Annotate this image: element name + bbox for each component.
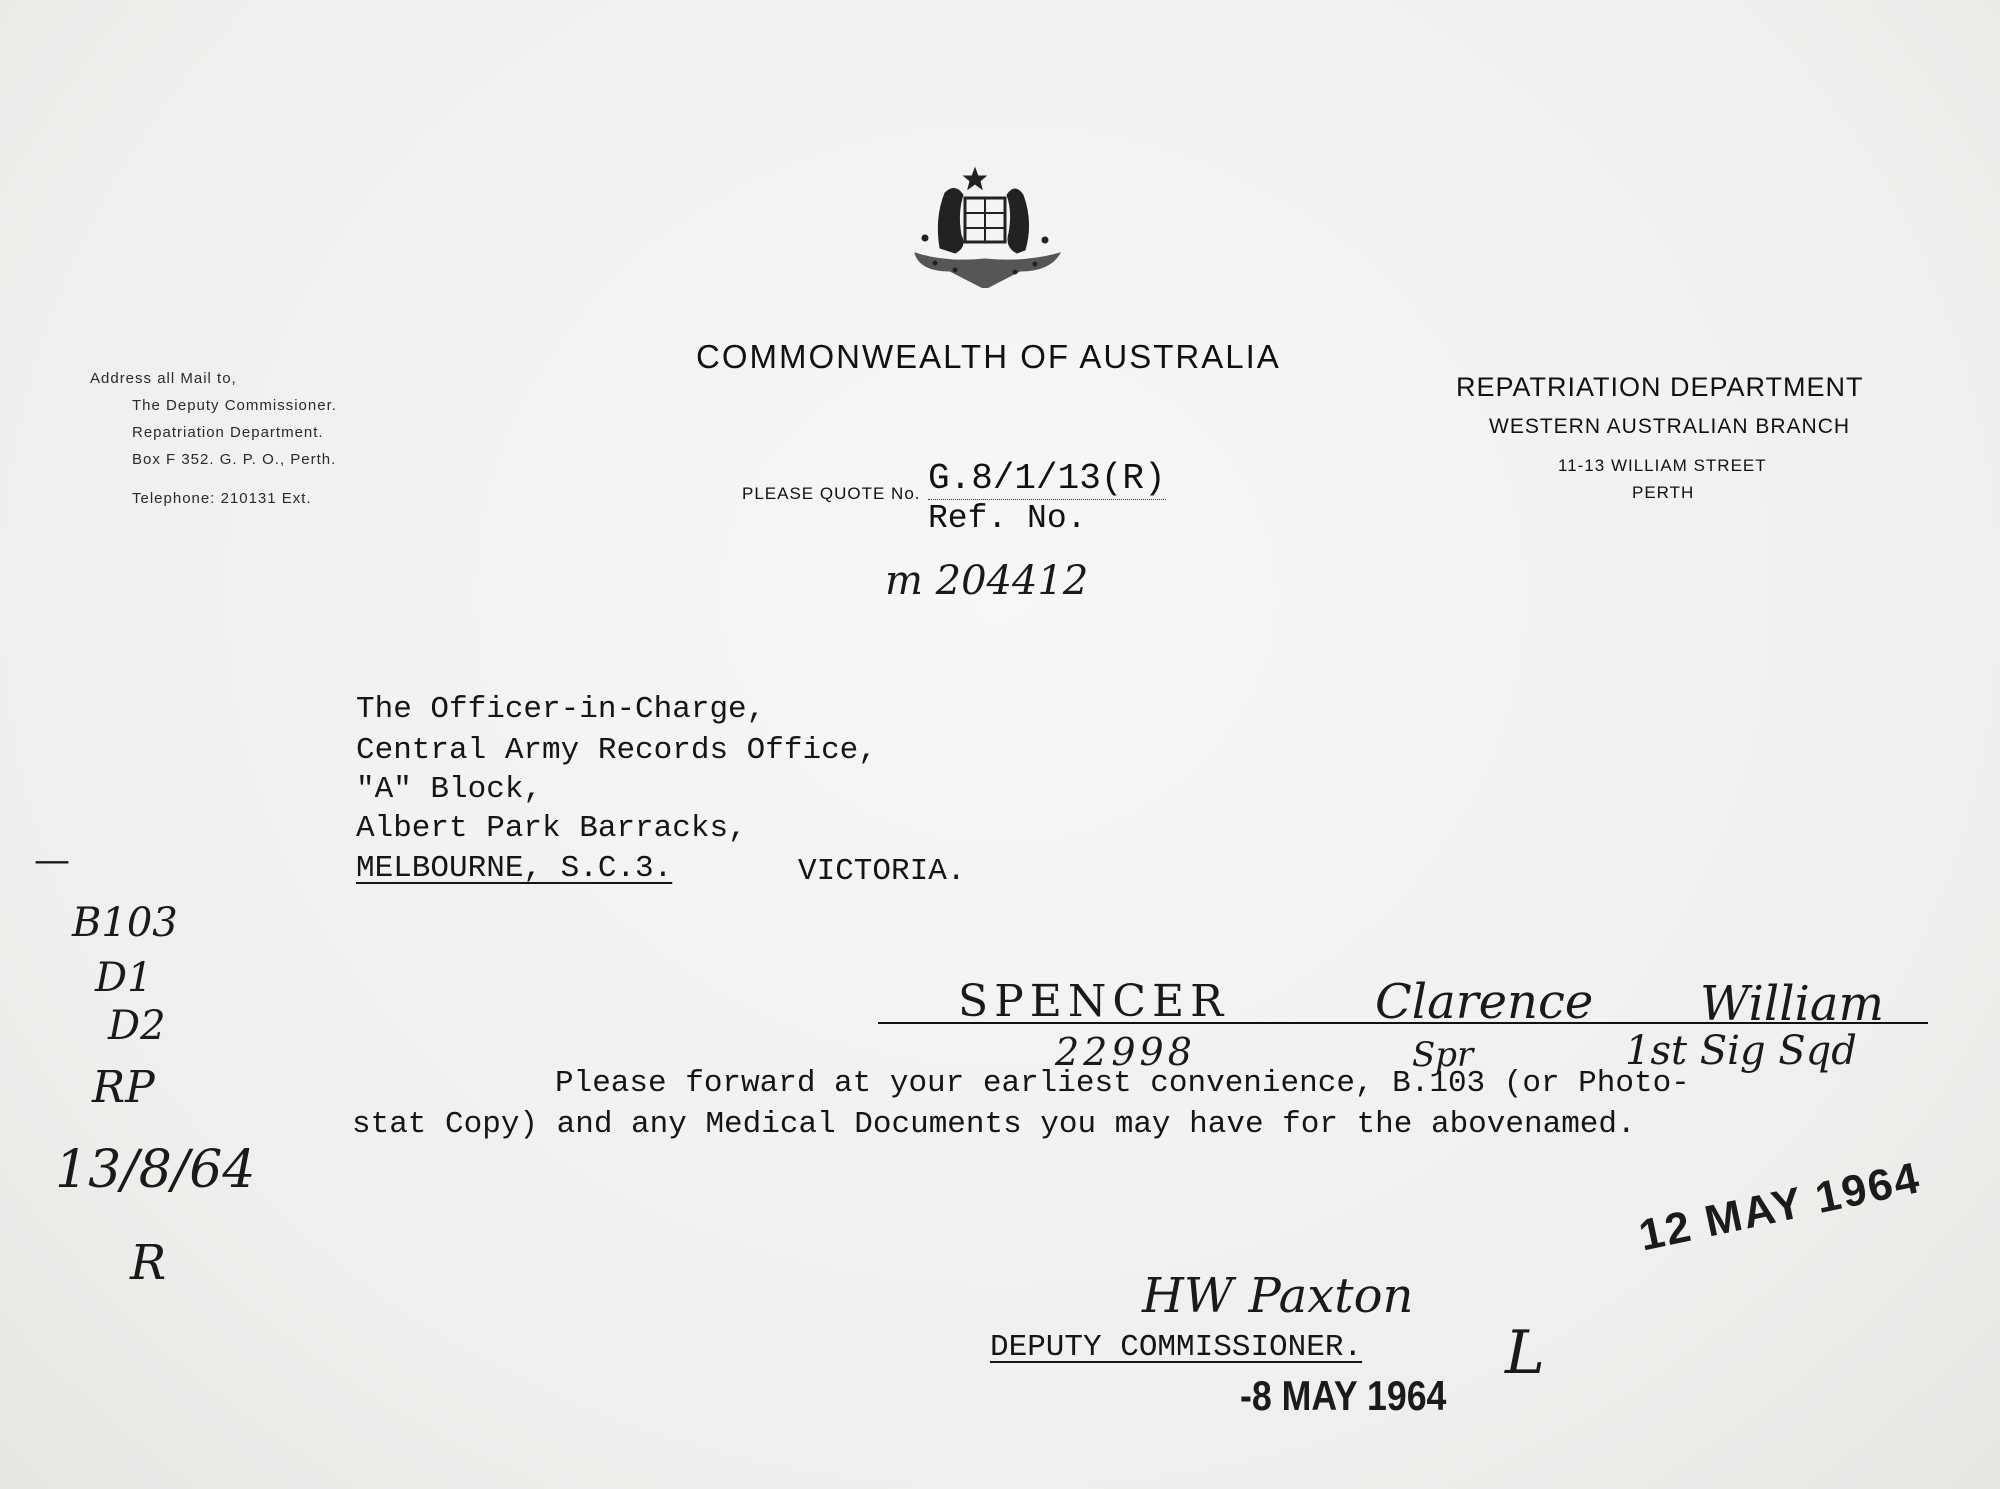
subject-rank: Spr — [1412, 1035, 1474, 1075]
signature: HW Paxton — [1142, 1268, 1414, 1324]
quote-number: G.8/1/13(R) — [928, 458, 1166, 499]
mail-block-line2: The Deputy Commissioner. — [132, 397, 337, 414]
margin-note-d1: D1 — [95, 955, 153, 1001]
mail-block-line1: Address all Mail to, — [90, 370, 237, 387]
department-branch: WESTERN AUSTRALIAN BRANCH — [1489, 415, 1851, 438]
margin-note-rp: RP — [92, 1062, 155, 1113]
ref-label: Ref. No. — [928, 500, 1087, 537]
quote-label: PLEASE QUOTE No. — [742, 484, 921, 503]
department-name: REPATRIATION DEPARTMENT — [1456, 372, 1864, 402]
margin-note-date: 13/8/64 — [55, 1140, 256, 1200]
letterhead-title: COMMONWEALTH OF AUSTRALIA — [696, 338, 1281, 375]
department-city: PERTH — [1632, 483, 1695, 502]
margin-note-d2: D2 — [108, 1003, 166, 1049]
body-line2: stat Copy) and any Medical Documents you may have for the abovenamed. — [352, 1107, 1636, 1142]
margin-dash: — — [34, 840, 70, 881]
subject-given-name-2: William — [1700, 976, 1885, 1032]
subject-unit: 1st Sig Sqd — [1625, 1028, 1857, 1074]
recipient-line4: Albert Park Barracks, — [356, 811, 747, 846]
recipient-city: MELBOURNE, S.C.3. — [356, 851, 673, 886]
margin-note-b103: B103 — [72, 900, 178, 946]
department-street: 11-13 WILLIAM STREET — [1558, 456, 1767, 475]
recipient-line1: The Officer-in-Charge, — [356, 692, 766, 727]
dispatch-date-stamp: -8 MAY 1964 — [1240, 1372, 1447, 1419]
subject-number: 22998 — [1055, 1030, 1196, 1074]
recipient-state: VICTORIA. — [798, 854, 966, 889]
telephone-line: Telephone: 210131 Ext. — [132, 490, 312, 507]
signature-initial: L — [1505, 1318, 1545, 1388]
recipient-line2: Central Army Records Office, — [356, 733, 877, 768]
coat-of-arms-icon — [895, 158, 1075, 288]
mail-block-line3: Repatriation Department. — [132, 424, 324, 441]
margin-note-r: R — [130, 1235, 167, 1291]
body-line1: Please forward at your earliest convenience, B.103 (or Photo- — [555, 1066, 1690, 1101]
recipient-line3: "A" Block, — [356, 772, 543, 807]
signatory-title: DEPUTY COMMISSIONER. — [990, 1330, 1363, 1365]
subject-given-name-1: Clarence — [1375, 974, 1594, 1030]
ref-handwritten-number: m 204412 — [885, 558, 1089, 604]
received-date-stamp: 12 MAY 1964 — [1634, 1153, 1925, 1261]
subject-surname: SPENCER — [958, 976, 1230, 1027]
mail-block-line4: Box F 352. G. P. O., Perth. — [132, 451, 337, 468]
